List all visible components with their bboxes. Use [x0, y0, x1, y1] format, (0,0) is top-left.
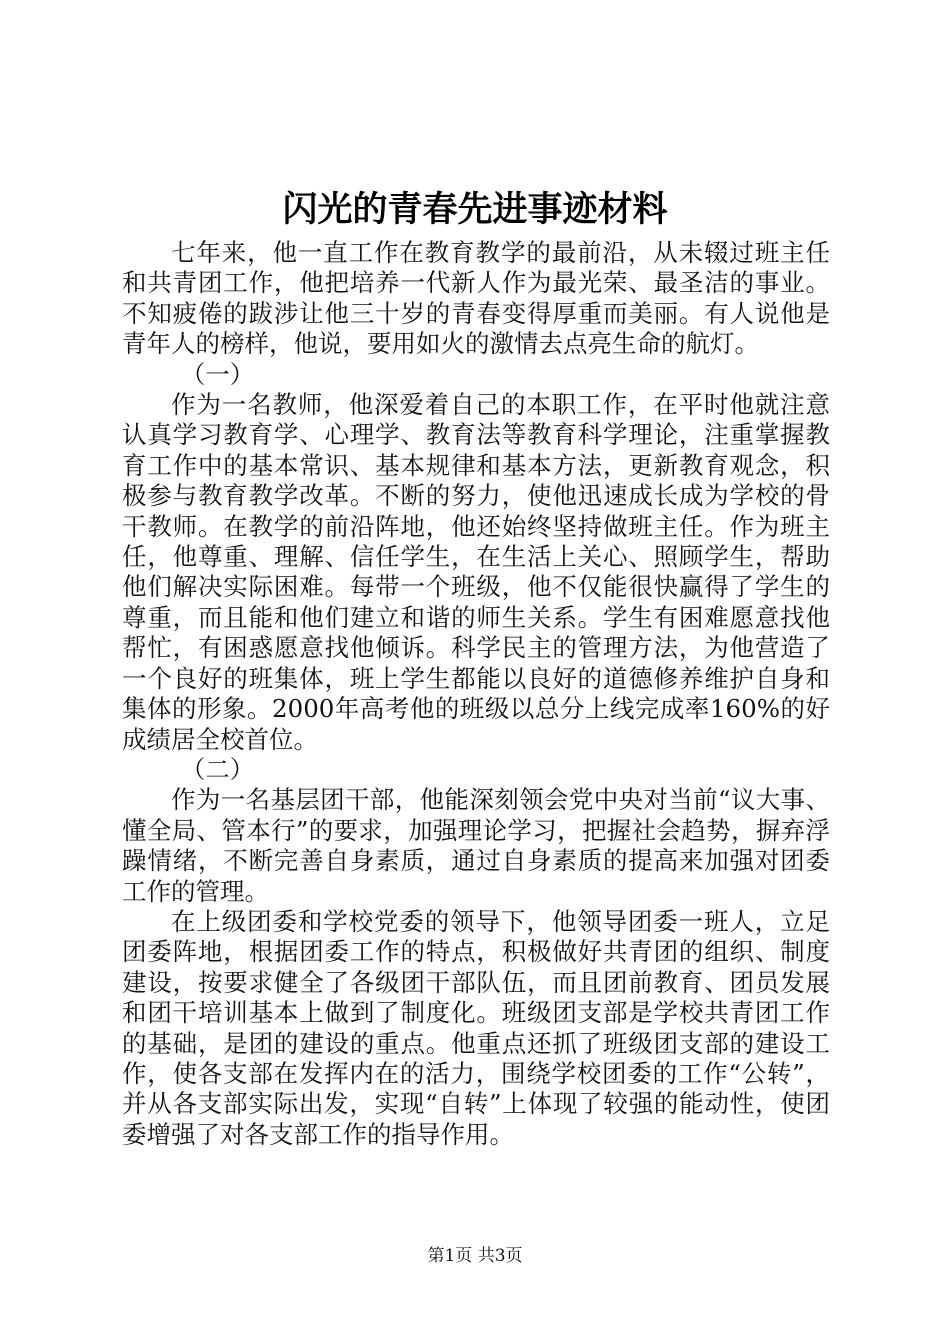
paragraph-league-work: 在上级团委和学校党委的领导下，他领导团委一班人，立足团委阵地，根据团委工作的特点，积极做好共青团的组织、制度建设，按要求健全了各级团干部队伍，而且团前教育、团员发展和团干培训基本上做到了制度化。班级团支部是学校共青团工作的基础，是团的建设的重点。他重点还抓了班级团支部的建设工作，使各支部在发挥内在的活力，围绕学校团委的工作“公转”，并从各支部实际出发，实现“自转”上体现了较强的能动性，使团委增强了对各支部工作的指导作用。	[122, 906, 830, 1149]
paragraph-league-cadre: 作为一名基层团干部，他能深刻领会党中央对当前“议大事、懂全局、管本行”的要求，加强理论学习，把握社会趋势，摒弃浮躁情绪，不断完善自身素质，通过自身素质的提高来加强对团委工作的管理。	[122, 785, 830, 906]
paragraph-teacher: 作为一名教师，他深爱着自己的本职工作，在平时他就注意认真学习教育学、心理学、教育法等教育科学理论，注重掌握教育工作中的基本常识、基本规律和基本方法，更新教育观念，积极参与教育教学改革。不断的努力，使他迅速成长成为学校的骨干教师。在教学的前沿阵地，他还始终坚持做班主任。作为班主任，他尊重、理解、信任学生，在生活上关心、照顾学生，帮助他们解决实际困难。每带一个班级，他不仅能很快赢得了学生的尊重，而且能和他们建立和谐的师生关系。学生有困难愿意找他帮忙，有困惑愿意找他倾诉。科学民主的管理方法，为他营造了一个良好的班集体，班上学生都能以良好的道德修养维护自身和集体的形象。2000年高考他的班级以总分上线完成率160%的好成绩居全校首位。	[122, 390, 830, 754]
page-footer: 第1页 共3页	[427, 1246, 523, 1266]
document-body	[122, 238, 830, 1150]
section-heading-1: （一）	[180, 359, 255, 389]
document-title: 闪光的青春先进事迹材料	[282, 189, 668, 230]
section-heading-2: （二）	[180, 754, 255, 784]
paragraph-intro: 七年来，他一直工作在教育教学的最前沿，从未辍过班主任和共青团工作，他把培养一代新人作为最光荣、最圣洁的事业。不知疲倦的跋涉让他三十岁的青春变得厚重而美丽。有人说他是青年人的榜样，他说，要用如火的激情去点亮生命的航灯。	[122, 238, 830, 359]
